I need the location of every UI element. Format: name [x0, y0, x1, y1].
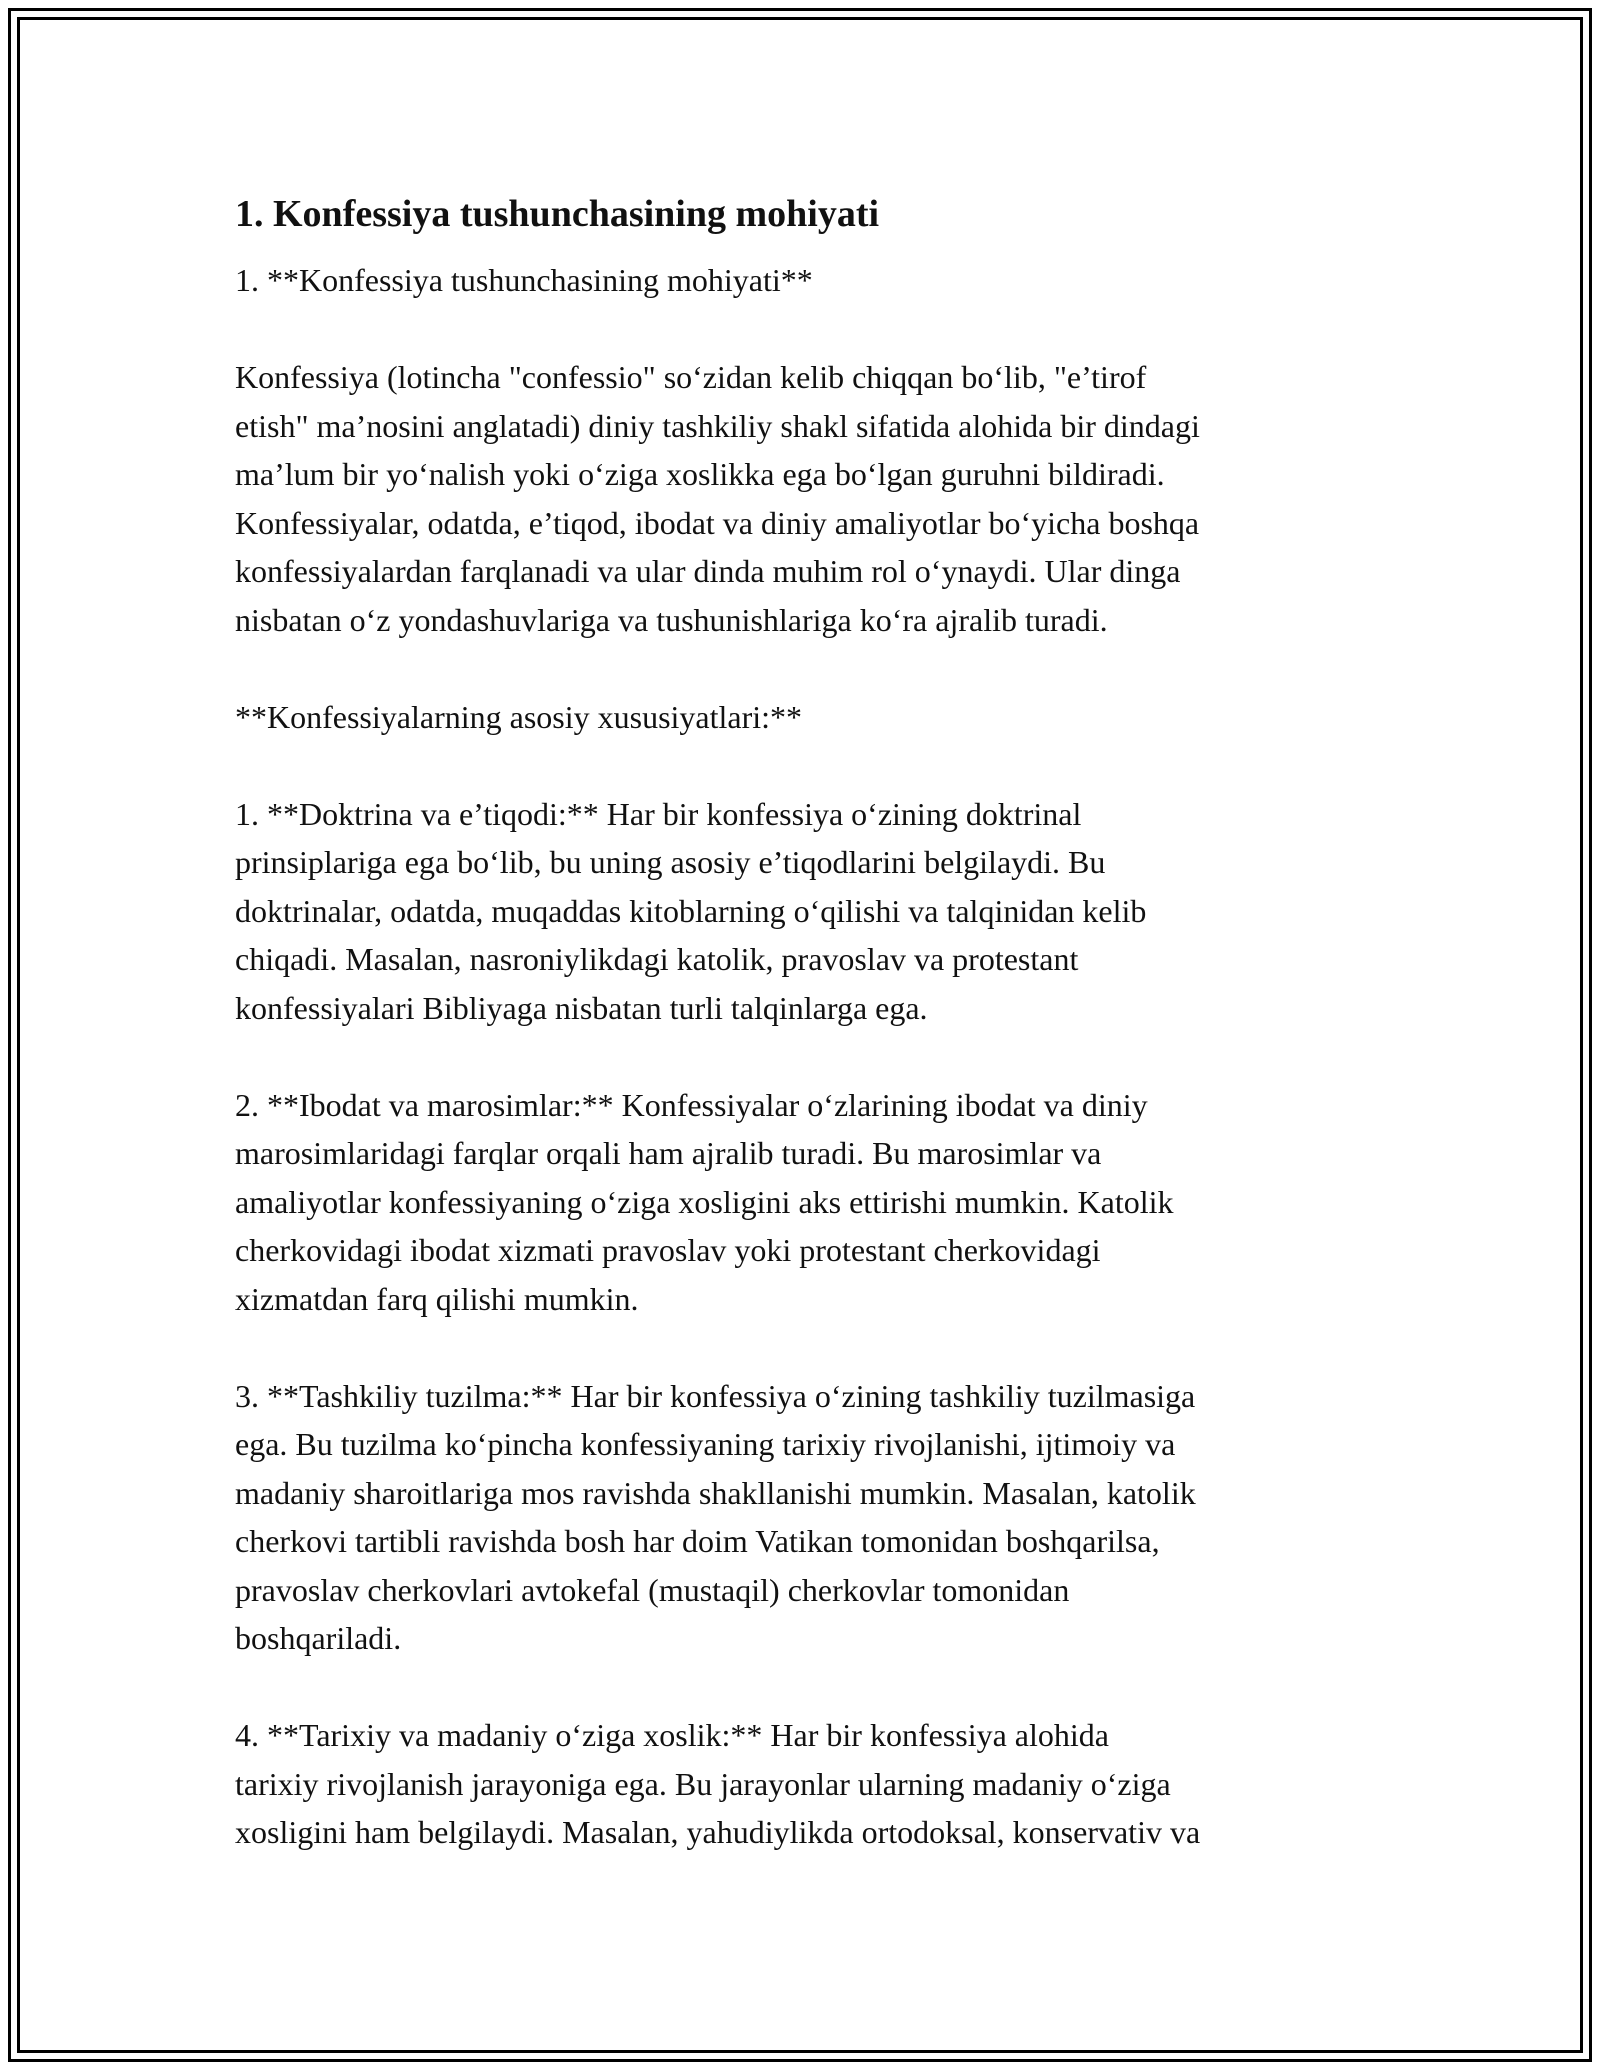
document-body [235, 186, 1385, 1857]
feature-worship: 2. **Ibodat va marosimlar:** Konfessiyalar o‘zlarining ibodat va diniy marosimlaridagi farqlar orqali ham ajralib turadi. Bu marosimlar va amaliyotlar konfessiyaning o‘ziga xosligini aks ettirishi mumkin. Katolik cherkovidagi ibodat xizmati pravoslav yoki protestant cherkovidagi xizmatdan farq qilishi mumkin. [235, 1086, 1174, 1317]
features-heading: **Konfessiyalarning asosiy xususiyatlari:** [235, 698, 803, 735]
section-subtitle: 1. **Konfessiya tushunchasining mohiyati** [235, 262, 813, 298]
feature-history: 4. **Tarixiy va madaniy o‘ziga xoslik:** Har bir konfessiya alohida tarixiy rivojlanish jarayoniga ega. Bu jarayonlar ularning madaniy o‘ziga xosligini ham belgilaydi. Masalan, yahudiylikda ortodoksal, konservativ va [235, 1717, 1201, 1850]
section-heading: 1. Konfessiya tushunchasining mohiyati [235, 193, 880, 235]
feature-doctrine: 1. **Doktrina va e’tiqodi:** Har bir konfessiya o‘zining doktrinal prinsiplariga ega bo‘lib, bu uning asosiy e’tiqodlarini belgilaydi. Bu doktrinalar, odatda, muqaddas kitoblarning o‘qilishi va talqinidan kelib chiqadi. Masalan, nasroniylikdagi katolik, pravoslav va protestant konfessiyalari Bibliyaga nisbatan turli talqinlarga ega. [235, 795, 1147, 1026]
feature-organization: 3. **Tashkiliy tuzilma:** Har bir konfessiya o‘zining tashkiliy tuzilmasiga ega. Bu tuzilma ko‘pincha konfessiyaning tarixiy rivojlanishi, ijtimoiy va madaniy sharoitlariga mos ravishda shakllanishi mumkin. Masalan, katolik cherkovi tartibli ravishda bosh har doim Vatikan tomonidan boshqarilsa, pravoslav cherkovlari avtokefal (mustaqil) cherkovlar tomonidan boshqariladi. [235, 1377, 1196, 1656]
intro-paragraph: Konfessiya (lotincha "confessio" so‘zidan kelib chiqqan bo‘lib, "e’tirof etish" ma’nosini anglatadi) diniy tashkiliy shakl sifatida alohida bir dindagi ma’lum bir yo‘nalish yoki o‘ziga xoslikka ega bo‘lgan guruhni bildiradi. Konfessiyalar, odatda, e’tiqod, ibodat va diniy amaliyotlar bo‘yicha boshqa konfessiyalardan farqlanadi va ular dinda muhim rol o‘ynaydi. Ular dinga nisbatan o‘z yondashuvlariga va tushunishlariga ko‘ra ajralib turadi. [235, 359, 1200, 638]
